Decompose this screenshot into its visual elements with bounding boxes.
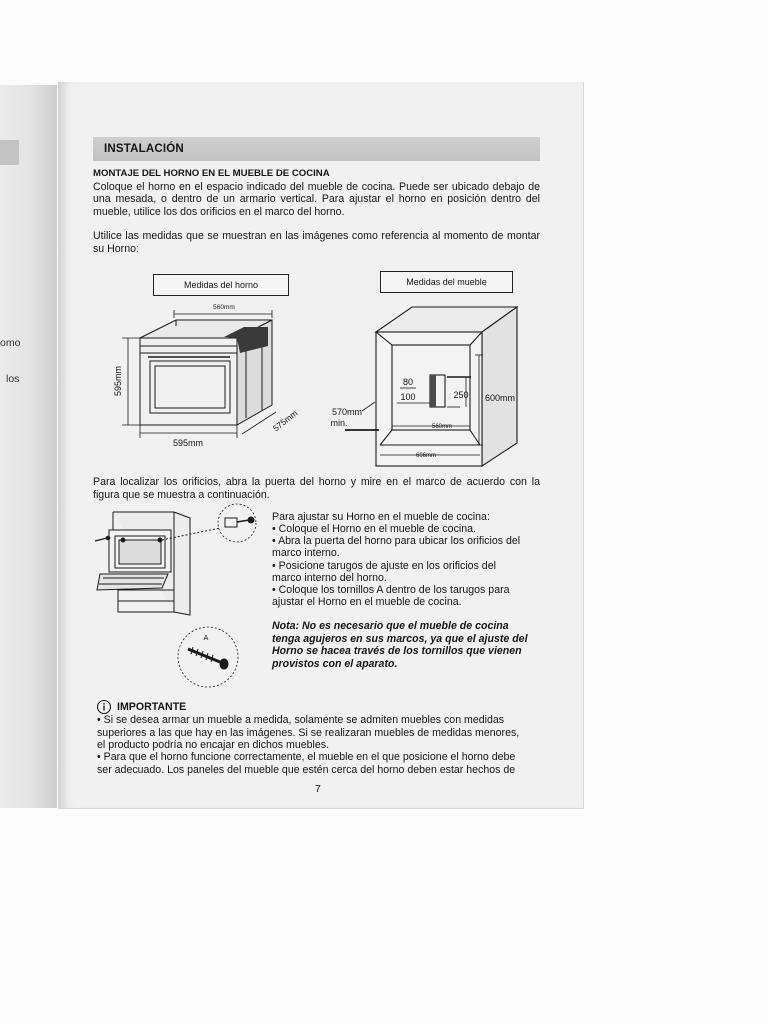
cabinet-body	[376, 307, 517, 466]
intro-line: Coloque el horno en el espacio indicado del mueble de cocina. Puede ser ubicado debajo de	[93, 181, 540, 193]
adjust-line: • Coloque los tornillos A dentro de los tarugos para	[272, 584, 510, 596]
installation-figure	[90, 500, 270, 695]
adjust-line: Para ajustar su Horno en el mueble de cocina:	[272, 511, 490, 523]
intro-line: una mesada, o dentro de un armario vertical. Para ajustar el horno en posición dentro del	[93, 193, 540, 205]
important-line: el producto podría no encajar en dichos muebles.	[97, 739, 330, 751]
cabinet-measures-label: Medidas del mueble	[380, 271, 513, 293]
previous-page-fragment: omo	[0, 337, 21, 349]
adjust-line: marco interno del horno.	[272, 572, 387, 584]
important-title: IMPORTANTE	[117, 701, 187, 713]
oven-dimensions-diagram	[105, 296, 310, 456]
previous-page-fragment: los	[6, 373, 20, 385]
previous-page	[0, 85, 57, 808]
cabinet-depth-note: min.	[330, 418, 348, 428]
info-icon	[96, 699, 112, 715]
oven-depth-label: 575mm	[270, 407, 300, 434]
locate-line: figura que se muestra a continuación.	[93, 489, 270, 501]
adjust-line: marco interno.	[272, 547, 340, 559]
oven-measures-label: Medidas del horno	[153, 274, 289, 296]
subsection-heading: MONTAJE DEL HORNO EN EL MUEBLE DE COCINA	[93, 168, 330, 179]
note-line: tenga agujeros en sus marcos, ya que el ajuste del	[272, 633, 528, 645]
important-line: • Si se desea armar un mueble a medida, solamente se admiten muebles con medidas	[97, 714, 505, 726]
important-line: ser adecuado. Los paneles del mueble que estén cerca del horno deben estar hechos de	[97, 764, 516, 776]
cabinet-depth-label: 570mm	[331, 407, 363, 417]
plug-detail	[218, 504, 256, 542]
oven-top-width-label: 560mm	[213, 304, 235, 311]
cabinet-dim-80: 80	[402, 377, 414, 387]
oven-height-label: 595mm	[113, 365, 123, 397]
important-line: superiores a las que hay en las imágenes. Si se realizaran muebles de medidas menores,	[97, 727, 520, 739]
previous-page-heading-bar	[0, 140, 19, 165]
cabinet-inner-width-label: 560mm	[431, 424, 453, 430]
cabinet-height-label: 600mm	[484, 393, 516, 403]
note-line: provistos con el aparato.	[272, 658, 398, 670]
important-line: • Para que el horno funcione correctamente, el mueble en el que posicione el horno debe	[97, 751, 516, 763]
adjust-line: • Posicione tarugos de ajuste en los orificios del	[272, 560, 496, 572]
section-title: INSTALACIÓN	[104, 143, 184, 155]
oven-front-width-label: 595mm	[172, 438, 204, 448]
page-number: 7	[315, 783, 321, 795]
adjust-line: ajustar el Horno en el mueble de cocina.	[272, 596, 462, 608]
cabinet-dimensions-diagram	[325, 298, 525, 474]
oven-in-cabinet	[95, 512, 220, 615]
note-line: Horno se hacea través de los tornillos que vienen	[272, 645, 522, 657]
screw-label: A	[203, 635, 209, 642]
cabinet-dim-250: 250	[453, 390, 469, 400]
locate-line: Para localizar los orificios, abra la puerta del horno y mire en el marco de acuerdo con la	[93, 476, 540, 488]
intro-line: mueble, utilice los dos orificios en el marco del horno.	[93, 206, 345, 218]
measures-line: Utilice las medidas que se muestran en las imágenes como referencia al momento de montar	[93, 230, 540, 242]
adjust-line: • Abra la puerta del horno para ubicar los orificios del	[272, 535, 521, 547]
note-line: Nota: No es necesario que el mueble de cocina	[272, 620, 509, 632]
cabinet-outer-width-label: 606mm	[415, 453, 437, 459]
cabinet-dim-100: 100	[400, 392, 416, 402]
adjust-line: • Coloque el Horno en el mueble de cocina.	[272, 523, 476, 535]
measures-line: su Horno:	[93, 243, 139, 255]
oven-body	[140, 320, 272, 425]
